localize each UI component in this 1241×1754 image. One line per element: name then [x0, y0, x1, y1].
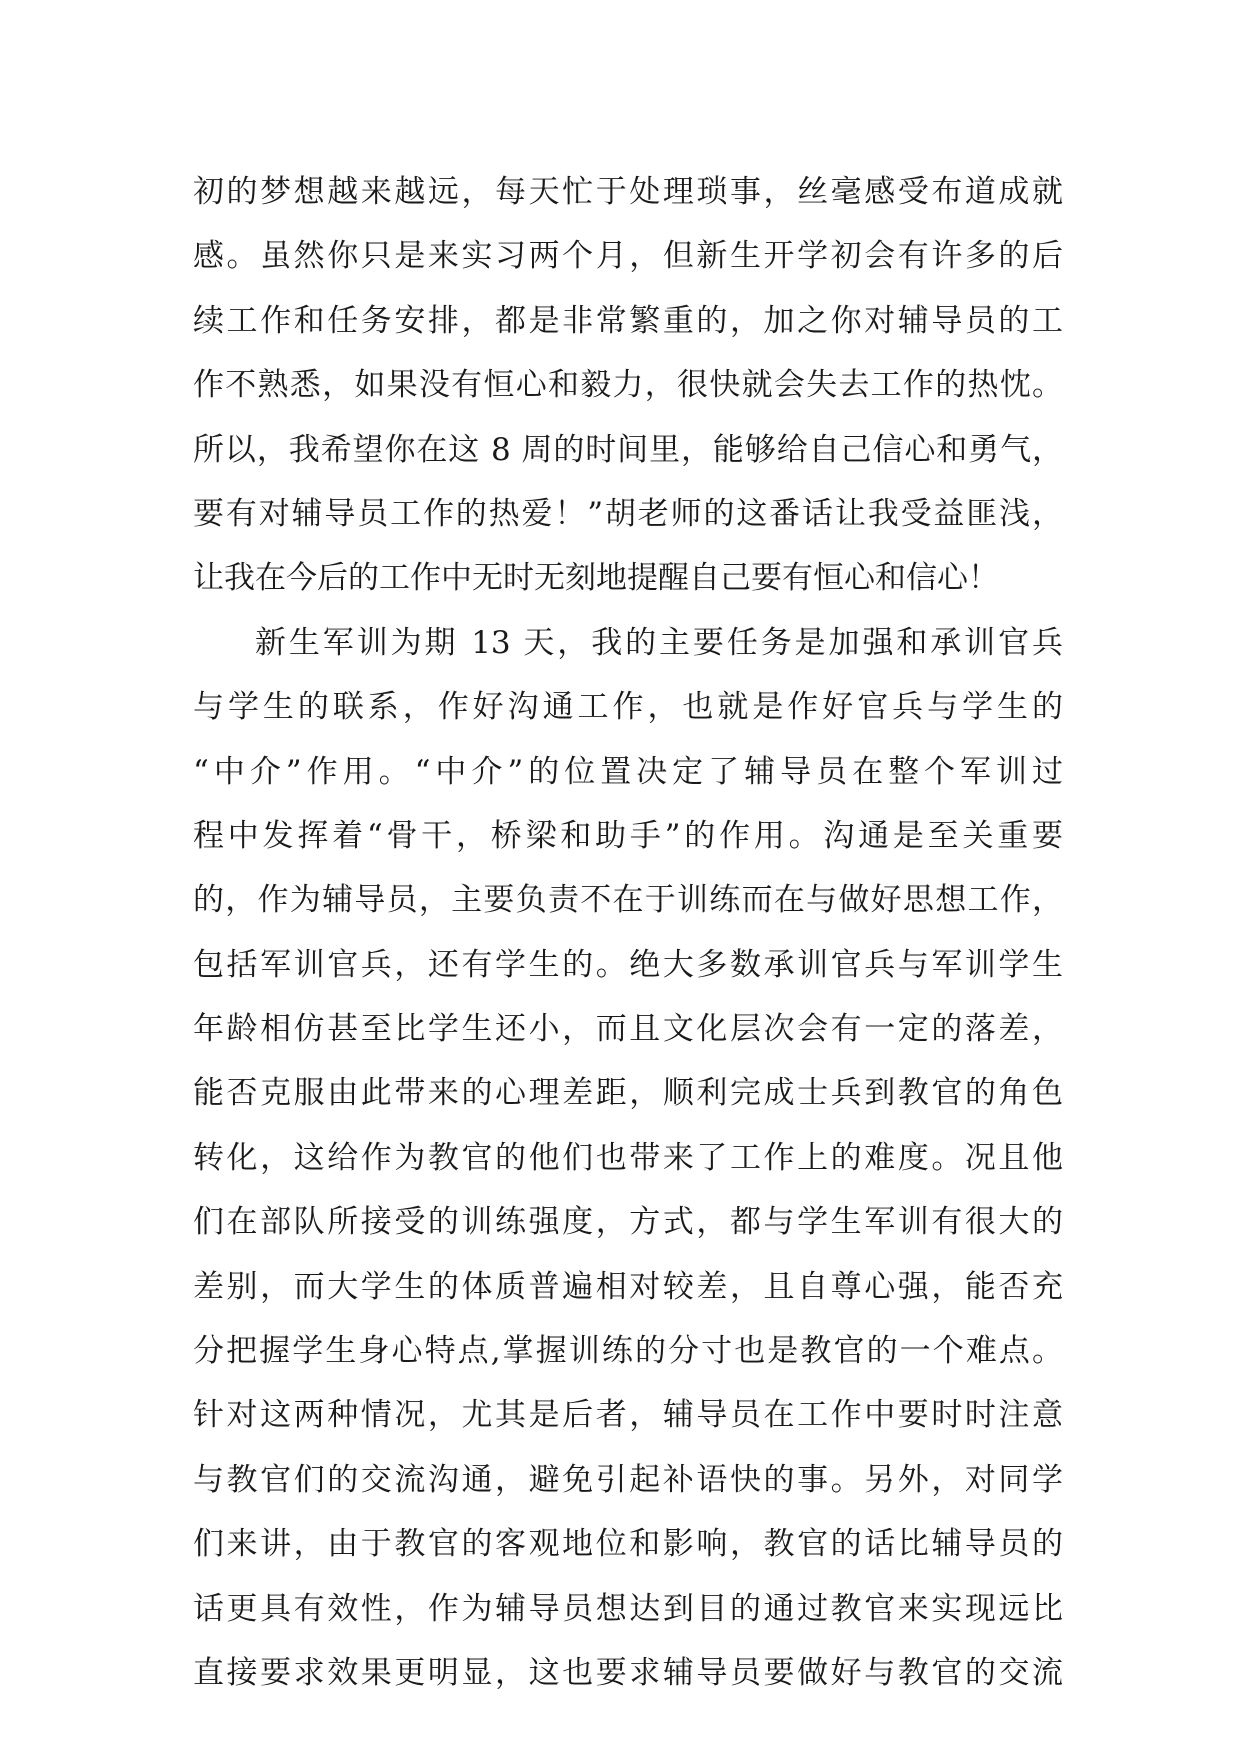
text-line: 要有对辅导员工作的热爱！”胡老师的这番话让我受益匪浅， [193, 495, 1063, 532]
text-line: 续工作和任务安排，都是非常繁重的，加之你对辅导员的工 [193, 302, 1063, 339]
text-line: 的，作为辅导员，主要负责不在于训练而在与做好思想工作， [193, 882, 1063, 919]
text-line: 分把握学生身心特点,掌握训练的分寸也是教官的一个难点。 [193, 1333, 1063, 1370]
text-line: 直接要求效果更明显，这也要求辅导员要做好与教官的交流 [193, 1654, 1063, 1691]
text-line: 差别，而大学生的体质普遍相对较差，且自尊心强，能否充 [193, 1268, 1063, 1305]
text-line: 让我在今后的工作中无时无刻地提醒自己要有恒心和信心！ [193, 560, 999, 597]
text-line: 所以，我希望你在这 8 周的时间里，能够给自己信心和勇气， [193, 431, 1063, 468]
text-line: 包括军训官兵，还有学生的。绝大多数承训官兵与军训学生 [193, 946, 1063, 983]
text-line: 与学生的联系，作好沟通工作，也就是作好官兵与学生的 [193, 689, 1063, 726]
text-line: 能否克服由此带来的心理差距，顺利完成士兵到教官的角色 [193, 1075, 1063, 1112]
text-line: 程中发挥着“骨干，桥梁和助手”的作用。沟通是至关重要 [193, 817, 1063, 854]
text-line: “中介”作用。“中介”的位置决定了辅导员在整个军训过 [193, 753, 1063, 790]
text-line: 们在部队所接受的训练强度，方式，都与学生军训有很大的 [193, 1204, 1063, 1241]
body-text [193, 160, 1063, 1705]
text-line: 作不熟悉，如果没有恒心和毅力，很快就会失去工作的热忱。 [193, 367, 1063, 404]
text-line: 初的梦想越来越远，每天忙于处理琐事，丝毫感受布道成就 [193, 174, 1063, 210]
paragraph-first-line: 新生军训为期 13 天，我的主要任务是加强和承训官兵 [255, 624, 1063, 661]
text-line: 与教官们的交流沟通，避免引起补语快的事。另外，对同学 [193, 1461, 1063, 1498]
text-line: 们来讲，由于教官的客观地位和影响，教官的话比辅导员的 [193, 1526, 1063, 1563]
text-line: 年龄相仿甚至比学生还小，而且文化层次会有一定的落差， [193, 1011, 1063, 1048]
text-line: 感。虽然你只是来实习两个月，但新生开学初会有许多的后 [193, 238, 1063, 275]
text-line: 话更具有效性，作为辅导员想达到目的通过教官来实现远比 [193, 1590, 1063, 1627]
text-line: 针对这两种情况，尤其是后者，辅导员在工作中要时时注意 [193, 1397, 1063, 1434]
text-line: 转化，这给作为教官的他们也带来了工作上的难度。况且他 [193, 1139, 1063, 1176]
